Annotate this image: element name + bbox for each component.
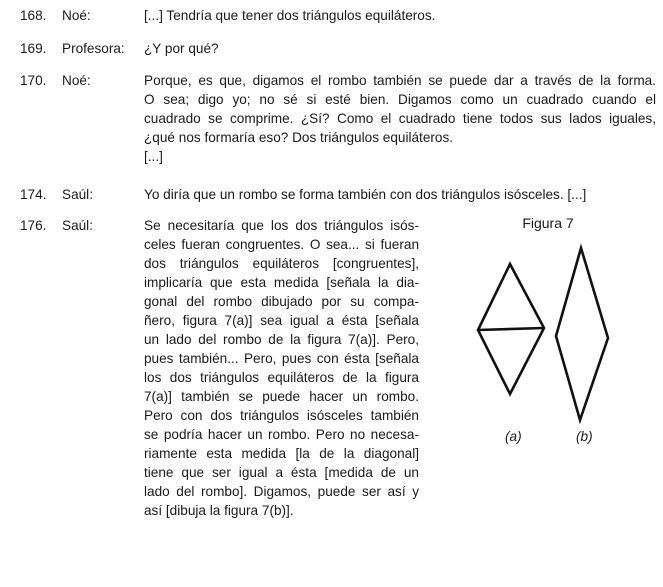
text-line: tiene que ser igual a ésta [medida de un xyxy=(144,465,419,480)
text-line: gonal del rombo dibujado por su compa- xyxy=(144,294,419,309)
turn-number: 168. xyxy=(20,8,47,23)
speaker: Saúl: xyxy=(62,218,93,233)
text-line: celes fueran congruentes. O sea... si fueran xyxy=(144,237,419,252)
turn-text xyxy=(144,71,656,166)
text-line: los dos triángulos equiláteros de la figura xyxy=(144,370,419,385)
text-line: Yo diría que un rombo se forma también con dos triángulos isósceles. [...] xyxy=(144,187,587,202)
turn-text xyxy=(144,216,419,520)
figure-title: Figura 7 xyxy=(522,215,574,231)
turn-text xyxy=(144,185,656,204)
turn-number: 174. xyxy=(20,187,47,202)
rhombus-a-diagonal xyxy=(478,328,544,330)
text-line: implicaría que esta medida [señala la dia- xyxy=(144,275,419,290)
speaker: Noé: xyxy=(62,73,91,88)
text-line: pues también... Pero, pues con ésta [señala xyxy=(144,351,419,366)
turn-number: 170. xyxy=(20,73,47,88)
figure-7-drawing xyxy=(462,240,622,426)
text-line: riamente esta medida [la de la diagonal] xyxy=(144,446,419,461)
text-line: cuadrado se comprime. ¿Sí? Como el cuadrado tiene todos sus lados iguales, xyxy=(144,111,656,126)
speaker: Saúl: xyxy=(62,187,93,202)
speaker: Profesora: xyxy=(62,41,125,56)
text-line: un lado del rombo de la figura 7(a)]. Pero, xyxy=(144,332,419,347)
text-line: dos triángulos equiláteros [congruentes], xyxy=(144,256,419,271)
text-line: Se necesitaría que los dos triángulos isós- xyxy=(144,218,419,233)
text-line: ñero, figura 7(a)] sea igual a ésta [señala xyxy=(144,313,419,328)
turn-text xyxy=(144,39,656,58)
text-line: [...] xyxy=(144,149,163,164)
turn-text xyxy=(144,6,656,25)
text-line: Porque, es que, digamos el rombo también se puede dar a través de la forma. xyxy=(144,73,656,88)
text-line: así [dibuja la figura 7(b)]. xyxy=(144,503,294,518)
speaker: Noé: xyxy=(62,8,91,23)
text-line: lado del rombo]. Digamos, puede ser así y xyxy=(144,484,419,499)
caption-b: (b) xyxy=(576,429,593,444)
text-line: O sea; digo yo; no sé si esté bien. Digamos como un cuadrado cuando el xyxy=(144,92,656,107)
text-line: ¿qué nos formaría eso? Dos triángulos equiláteros. xyxy=(144,130,454,145)
rhombus-b xyxy=(556,248,608,420)
turn-number: 169. xyxy=(20,41,47,56)
text-line: 7(a)] también se puede hacer un rombo. xyxy=(144,389,419,404)
text-line: [...] Tendría que tener dos triángulos equiláteros. xyxy=(144,8,436,23)
text-line: se podría hacer un rombo. Pero no necesa- xyxy=(144,427,419,442)
caption-a: (a) xyxy=(505,429,522,444)
turn-number: 176. xyxy=(20,218,47,233)
text-line: ¿Y por qué? xyxy=(144,41,219,56)
text-line: Pero con dos triángulos isósceles también xyxy=(144,408,419,423)
